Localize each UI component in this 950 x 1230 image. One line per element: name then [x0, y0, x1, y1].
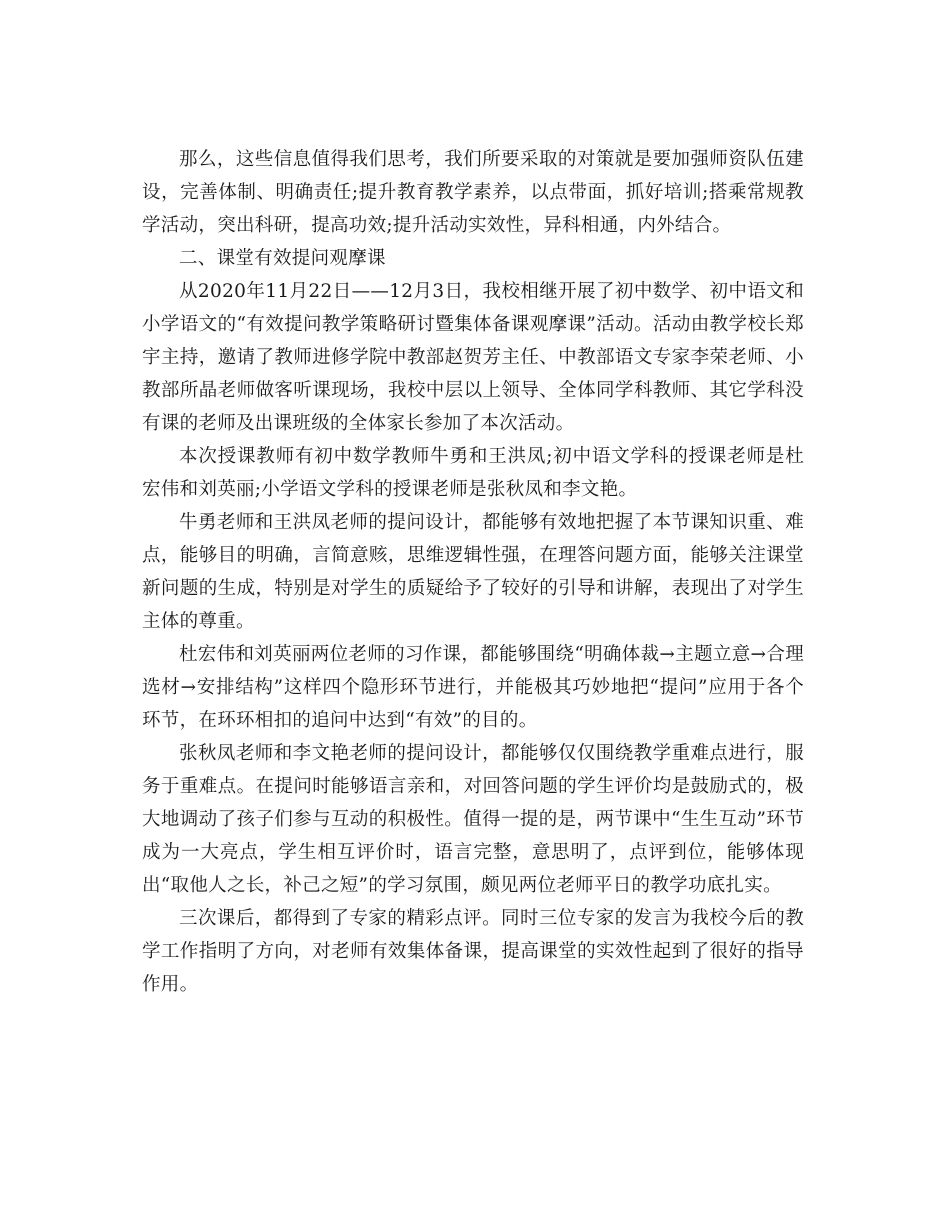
paragraph-chinese-teachers: 杜宏伟和刘英丽两位老师的习作课，都能够围绕“明确体裁→主题立意→合理选材→安排结构”这样四个隐形环节进行，并能极其巧妙地把“提问”应用于各个环节，在环环相扣的追问中达到“有效”的目的。 [142, 644, 804, 731]
paragraph-primary-teachers: 张秋凤老师和李文艳老师的提问设计，都能够仅仅围绕教学重难点进行，服务于重难点。在提问时能够语言亲和，对回答问题的学生评价均是鼓励式的，极大地调动了孩子们参与互动的积极性。值得一提的是，两节课中“生生互动”环节成为一大亮点，学生相互评价时，语言完整，意思明了，点评到位，能够体现出“取他人之长，补己之短”的学习氛围，颇见两位老师平日的教学功底扎实。 [142, 743, 804, 896]
paragraph-countermeasures: 那么，这些信息值得我们思考，我们所要采取的对策就是要加强师资队伍建设，完善体制、明确责任;提升教育教学素养，以点带面，抓好培训;搭乘常规教学活动，突出科研，提高功效;提升活动实效性，异科相通，内外结合。 [142, 149, 804, 236]
paragraph-math-teachers: 牛勇老师和王洪凤老师的提问设计，都能够有效地把握了本节课知识重、难点，能够目的明确，言简意赅，思维逻辑性强，在理答问题方面，能够关注课堂新问题的生成，特别是对学生的质疑给予了较好的引导和讲解，表现出了对学生主体的尊重。 [142, 512, 804, 632]
section-heading-observation-class: 二、课堂有效提问观摩课 [179, 248, 386, 269]
document-body [142, 143, 804, 1001]
paragraph-activity-intro: 从2020年11月22日——12月3日，我校相继开展了初中数学、初中语文和小学语文的“有效提问教学策略研讨暨集体备课观摩课”活动。活动由教学校长郑宇主持，邀请了教师进修学院中教部赵贺芳主任、中教部语文专家李荣老师、小教部所晶老师做客听课现场，我校中层以上领导、全体同学科教师、其它学科没有课的老师及出课班级的全体家长参加了本次活动。 [142, 281, 804, 434]
paragraph-teachers-list: 本次授课教师有初中数学教师牛勇和王洪凤;初中语文学科的授课老师是杜宏伟和刘英丽;小学语文学科的授课老师是张秋凤和李文艳。 [142, 446, 804, 500]
paragraph-expert-review: 三次课后，都得到了专家的精彩点评。同时三位专家的发言为我校今后的教学工作指明了方向，对老师有效集体备课，提高课堂的实效性起到了很好的指导作用。 [142, 908, 804, 995]
